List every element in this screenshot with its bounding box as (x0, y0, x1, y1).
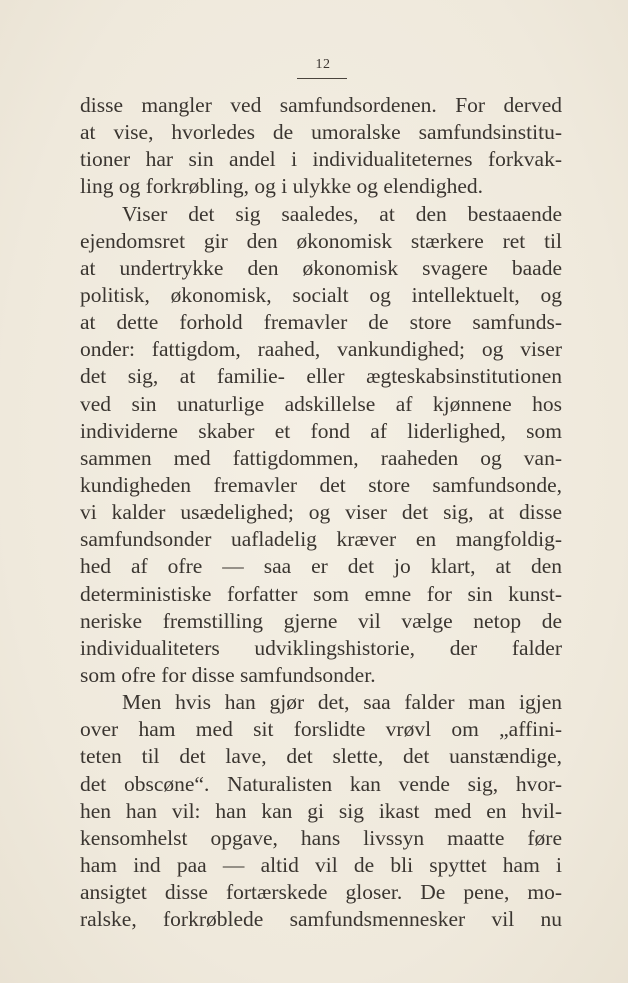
text-line: ling og forkrøbling, og i ulykke og elendighed. (80, 174, 484, 199)
text-line: ansigtet disse fortærskede gloser. De pene, mo- (80, 880, 562, 905)
text-line: politisk, økonomisk, socialt og intellektuelt, og (80, 282, 562, 307)
text-line: individerne skaber et fond af liderlighed, som (80, 418, 562, 443)
text-line: ved sin unaturlige adskillelse af kjønnene hos (80, 391, 562, 416)
text-line: at undertrykke den økonomisk svagere baade (80, 255, 562, 280)
text-line: onder: fattigdom, raahed, vankundighed; og viser (80, 337, 562, 362)
text-line: kensomhelst opgave, hans livssyn maatte føre (80, 825, 562, 850)
text-line: tioner har sin andel i individualiteternes forkvak- (80, 147, 562, 172)
page-number: 12 (315, 57, 331, 72)
text-line: ejendomsret gir den økonomisk stærkere ret til (80, 228, 562, 253)
text-line: individualiteters udviklingshistorie, der falder (80, 635, 562, 660)
text-line: hed af ofre — saa er det jo klart, at den (80, 554, 562, 579)
body-text (80, 92, 562, 933)
text-line: ham ind paa — altid vil de bli spyttet ham i (80, 852, 562, 877)
text-line: neriske fremstilling gjerne vil vælge netop de (80, 608, 562, 633)
paragraph (80, 201, 562, 690)
text-line: ralske, forkrøblede samfundsmennesker vil nu (80, 907, 562, 932)
text-line: samfundsonder uafladelig kræver en mangfoldig- (80, 527, 562, 552)
text-line: sammen med fattigdommen, raaheden og van- (80, 445, 562, 470)
text-line: teten til det lave, det slette, det uanstændige, (80, 744, 562, 769)
text-line: at dette forhold fremavler de store samfunds- (80, 310, 562, 335)
text-line: det sig, at familie- eller ægteskabsinstitutionen (80, 364, 562, 389)
text-line: hen han vil: han kan gi sig ikast med en hvil- (80, 798, 562, 823)
text-line: vi kalder usædelighed; og viser det sig, at disse (80, 500, 562, 525)
page-number-rule (297, 78, 347, 79)
text-line: det obscøne“. Naturalisten kan vende sig, hvor- (80, 771, 562, 796)
text-line: deterministiske forfatter som emne for sin kunst- (80, 581, 562, 606)
text-line: over ham med sit forslidte vrøvl om „affini- (80, 717, 562, 742)
text-line: kundigheden fremavler det store samfundsonde, (80, 472, 562, 497)
paragraph (80, 92, 562, 201)
text-line: som ofre for disse samfundsonder. (80, 662, 376, 687)
text-line: at vise, hvorledes de umoralske samfundsinstitu- (80, 120, 562, 145)
paragraph (80, 689, 562, 933)
text-line: disse mangler ved samfundsordenen. For derved (80, 93, 562, 117)
text-line: Viser det sig saaledes, at den bestaaende (122, 201, 562, 226)
text-line: Men hvis han gjør det, saa falder man igjen (122, 690, 562, 715)
